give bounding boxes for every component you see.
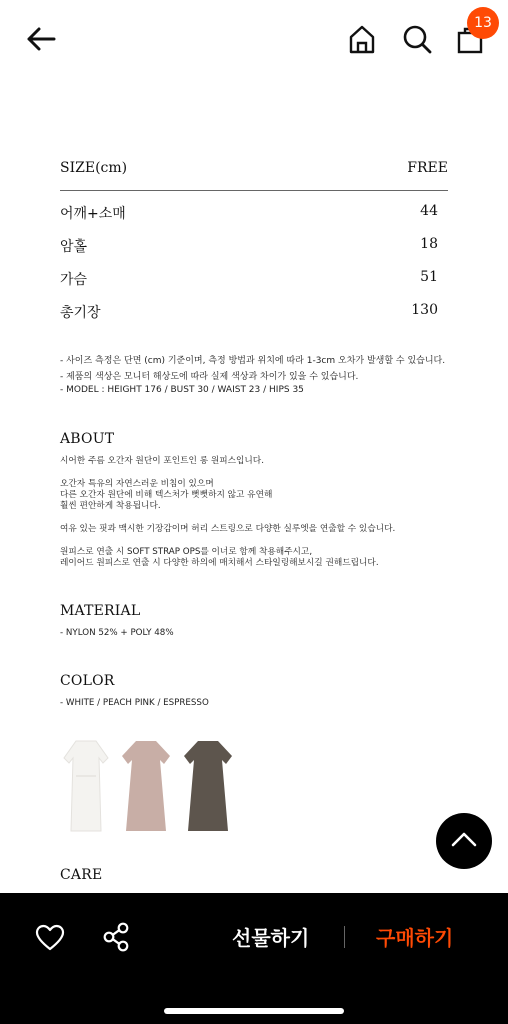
size-row-value: 18 [420,236,438,252]
size-row-label: 총기장 [60,305,101,321]
material-text: - NYLON 52% + POLY 48% [60,628,174,638]
buy-button[interactable]: 구매하기 [376,926,454,950]
size-row-label: 암홀 [60,239,88,255]
home-icon[interactable] [345,22,379,56]
model-note: - MODEL : HEIGHT 176 / BUST 30 / WAIST 23 / HIPS 35 [60,385,304,395]
size-row [60,269,448,293]
about-line: 훨씬 편안하게 착용됩니다. [60,501,161,511]
about-title: ABOUT [60,431,115,447]
size-row-value: 51 [420,269,438,285]
about-line: 레이어드 원피스로 연출 시 다양한 하의에 매치해서 스타일링해보시길 권해드립니다. [60,558,379,568]
size-row [60,236,448,260]
about-line: 다른 오간자 원단에 비해 텍스처가 뻣뻣하지 않고 유연해 [60,490,273,500]
gift-button[interactable]: 선물하기 [232,926,310,950]
size-row-label: 어깨+소매 [60,206,126,222]
about-line: 여유 있는 핏과 맥시한 기장감이며 허리 스트링으로 다양한 실루엣을 연출할 수 있습니다. [60,524,396,534]
size-row-label: 가슴 [60,272,88,288]
search-icon[interactable] [400,22,434,56]
bottom-action-bar [0,893,508,1024]
size-row [60,302,448,326]
size-note: - 사이즈 측정은 단면 (cm) 기준이며, 측정 방법과 위치에 따라 1-3cm 오차가 발생할 수 있습니다. [60,356,446,366]
size-row-value: 44 [420,203,438,219]
color-title: COLOR [60,673,115,689]
dress-swatch-peach-pink [118,738,174,834]
color-text: - WHITE / PEACH PINK / ESPRESSO [60,698,209,708]
back-arrow-icon[interactable] [24,22,60,56]
chevron-up-icon [450,829,478,849]
about-line: 시어한 주름 오간자 원단이 포인트인 롱 원피스입니다. [60,456,264,466]
share-icon[interactable] [102,922,130,952]
size-row [60,203,448,227]
dress-swatch-espresso [180,738,236,834]
size-header-value: FREE [407,160,448,176]
action-divider [344,926,345,948]
about-line: 원피스로 연출 시 SOFT STRAP OPS를 이너로 함께 착용해주시고, [60,547,313,557]
home-indicator [164,1008,344,1014]
cart-count-badge: 13 [467,7,499,39]
color-note: - 제품의 색상은 모니터 해상도에 따라 실제 색상과 차이가 있을 수 있습니다. [60,372,359,382]
heart-icon[interactable] [35,924,65,952]
size-table-header [60,158,448,191]
about-line: 오간자 특유의 자연스러운 비침이 있으며 [60,479,214,489]
size-row-value: 130 [411,302,438,318]
care-title: CARE [60,867,103,883]
scroll-to-top-button[interactable] [436,813,492,869]
size-header-label: SIZE(cm) [60,160,128,176]
material-title: MATERIAL [60,603,141,619]
top-navigation-bar [0,0,508,80]
dress-swatch-white [58,738,114,834]
